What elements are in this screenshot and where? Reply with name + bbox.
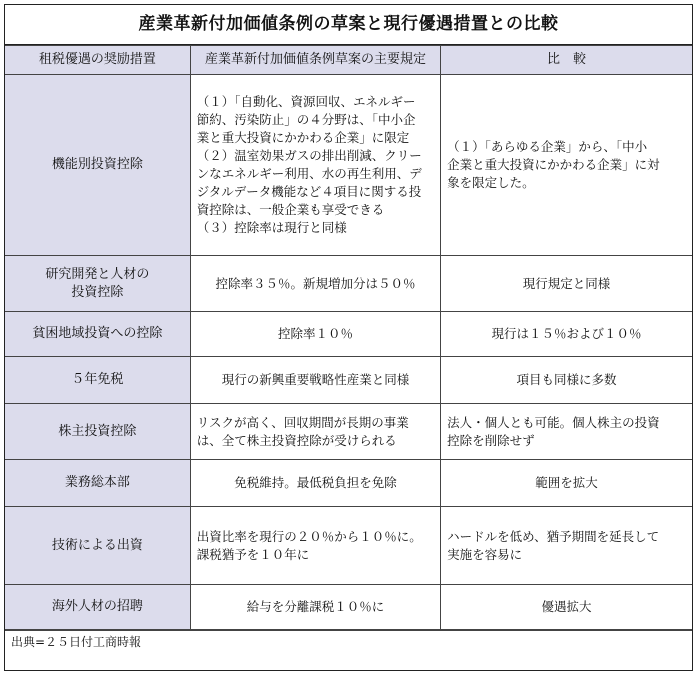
- measure-cell: [5, 507, 190, 585]
- cell-line: 現行は１５％および１０％: [491, 326, 642, 341]
- cell-line: 機能別投資控除: [51, 157, 143, 172]
- cell-line: 範囲を拡大: [535, 475, 598, 490]
- measure-cell: [5, 585, 190, 630]
- comparison-cell: [441, 460, 692, 507]
- cell-line: 現行規定と同様: [522, 275, 611, 291]
- header-row: [5, 46, 692, 75]
- cell-line: 控除を削除せず: [447, 432, 535, 448]
- cell-line: 出資比率を現行の２０％から１０％に。: [196, 528, 422, 544]
- table-row: [5, 256, 692, 312]
- measure-cell: [5, 357, 190, 404]
- comparison-cell: [441, 404, 692, 460]
- table-row: [5, 75, 692, 256]
- cell-line: 技術による出資: [51, 537, 143, 553]
- comparison-cell: [441, 507, 692, 585]
- cell-line: ジタルデータ機能など４項目に関する投: [196, 184, 422, 199]
- draft-cell: [190, 585, 440, 630]
- cell-line: 投資控除: [71, 284, 124, 300]
- cell-line: 項目も同様に多数: [516, 372, 617, 387]
- cell-line: 優遇拡大: [541, 599, 592, 614]
- draft-cell: [190, 75, 440, 256]
- draft-cell: [190, 507, 440, 585]
- table-body: [5, 75, 692, 630]
- draft-cell: [190, 256, 440, 312]
- header-measure: 租税優遇の奨励措置: [5, 46, 190, 75]
- measure-cell: [5, 460, 190, 507]
- draft-cell: [190, 404, 440, 460]
- cell-line: 研究開発と人材の: [45, 266, 150, 282]
- cell-line: 資控除は、一般企業も享受できる: [196, 202, 385, 217]
- table-row: [5, 585, 692, 630]
- cell-line: （１）「自動化、資源回収、エネルギー: [196, 94, 416, 109]
- comparison-cell: [441, 357, 692, 404]
- source-note: 出典=２５日付工商時報: [5, 630, 692, 652]
- cell-line: ハードルを低め、猶予期間を延長して: [447, 528, 660, 544]
- table-row: [5, 460, 692, 507]
- table-row: [5, 357, 692, 404]
- draft-cell: [190, 312, 440, 357]
- comparison-table-frame: [4, 4, 693, 671]
- header-comparison: 比 較: [441, 46, 692, 75]
- comparison-cell: [441, 312, 692, 357]
- cell-line: 企業と重大投資にかかわる企業」に対: [447, 157, 660, 172]
- cell-line: 控除率３５％。新規増加分は５０％: [215, 275, 416, 291]
- cell-line: 節約、汚染防止」の４分野は、「中小企: [196, 112, 416, 127]
- cell-line: 給与を分離課税１０％に: [246, 599, 385, 614]
- cell-line: 免税維持。最低税負担を免除: [234, 475, 397, 490]
- cell-line: 控除率１０％: [277, 326, 353, 341]
- cell-line: 業務総本部: [64, 475, 130, 490]
- measure-cell: [5, 256, 190, 312]
- cell-line: （１）「あらゆる企業」から、「中小: [447, 139, 648, 154]
- cell-line: 法人・個人とも可能。個人株主の投資: [447, 414, 660, 430]
- draft-cell: [190, 460, 440, 507]
- comparison-cell: [441, 256, 692, 312]
- table-row: [5, 404, 692, 460]
- cell-line: 貧困地域投資への控除: [32, 326, 163, 341]
- cell-line: ５年免税: [71, 372, 124, 387]
- cell-line: 株主投資控除: [58, 423, 137, 439]
- cell-line: 実施を容易に: [447, 546, 523, 562]
- cell-line: 象を限定した。: [447, 175, 535, 190]
- table-title: 産業革新付加価値条例の草案と現行優遇措置との比較: [5, 5, 692, 45]
- cell-line: （３）控除率は現行と同様: [196, 220, 347, 235]
- measure-cell: [5, 404, 190, 460]
- measure-cell: [5, 75, 190, 256]
- cell-line: 海外人材の招聘: [51, 599, 143, 614]
- cell-line: リスクが高く、回収期間が長期の事業: [196, 414, 409, 430]
- comparison-table: [5, 45, 692, 630]
- table-row: [5, 312, 692, 357]
- draft-cell: [190, 357, 440, 404]
- table-row: [5, 507, 692, 585]
- cell-line: 現行の新興重要戦略性産業と同様: [221, 372, 410, 387]
- cell-line: 課税猶予を１０年に: [196, 546, 310, 562]
- cell-line: ンなエネルギー利用、水の再生利用、デ: [196, 166, 422, 181]
- cell-line: は、全て株主投資控除が受けられる: [196, 432, 397, 448]
- header-draft: 産業革新付加価値条例草案の主要規定: [190, 46, 440, 75]
- measure-cell: [5, 312, 190, 357]
- comparison-cell: [441, 75, 692, 256]
- cell-line: 業と重大投資にかかわる企業」に限定: [196, 130, 410, 145]
- cell-line: （２）温室効果ガスの排出削減、クリー: [196, 148, 422, 163]
- comparison-cell: [441, 585, 692, 630]
